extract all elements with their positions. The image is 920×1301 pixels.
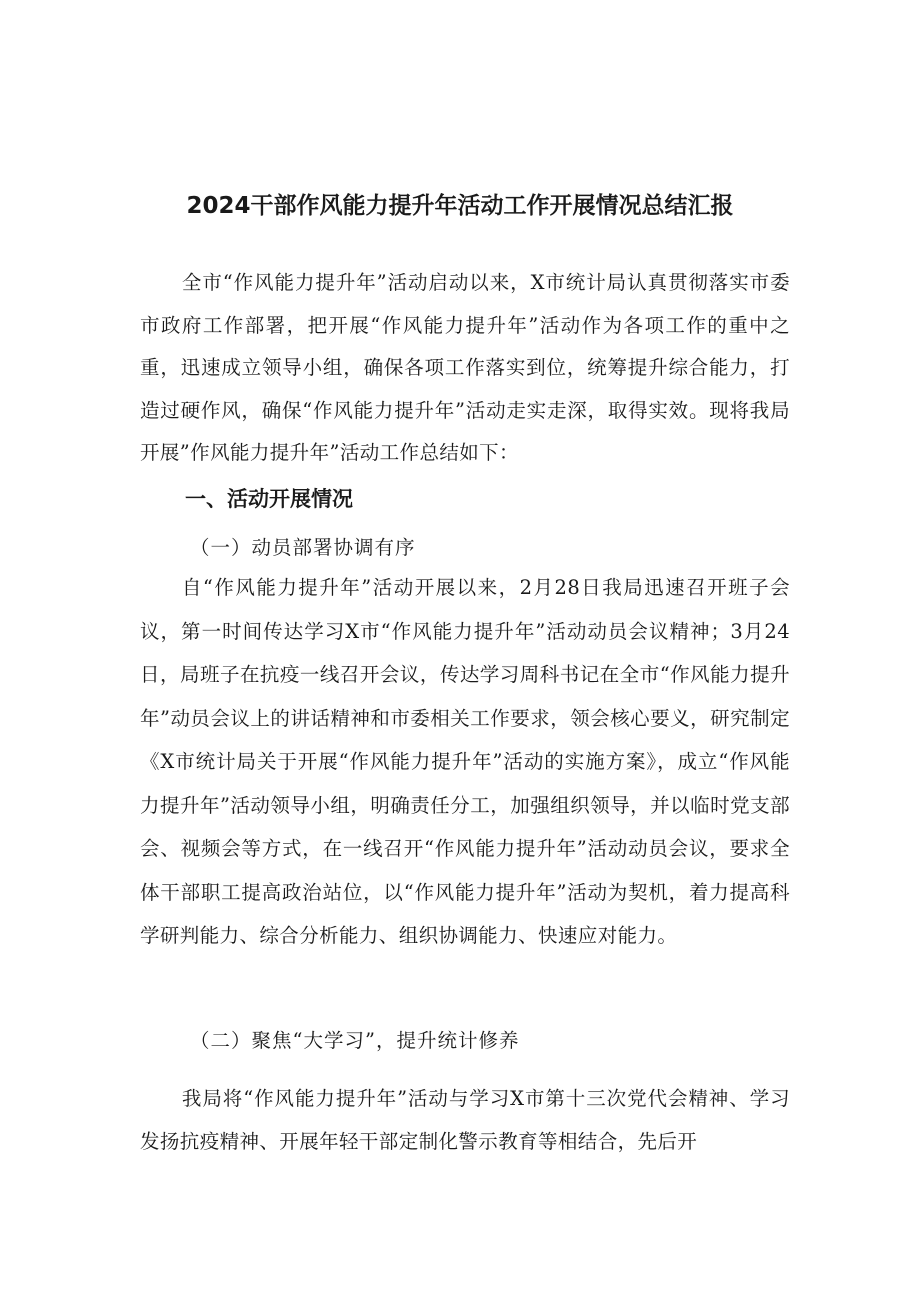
subsection-2-paragraph: 我局将“作风能力提升年”活动与学习X市第十三次党代会精神、学习发扬抗疫精神、开展年轻干部定制化警示教育等相结合，先后开 bbox=[140, 1087, 790, 1153]
subsection-1-block bbox=[140, 566, 790, 958]
subsection-1-paragraph: 自“作风能力提升年”活动开展以来，2月28日我局迅速召开班子会议，第一时间传达学习X市“作风能力提升年”活动动员会议精神；3月24日，局班子在抗疫一线召开会议，传达学习周科书记在全市“作风能力提升年”动员会议上的讲话精神和市委相关工作要求，领会核心要义，研究制定《X市统计局关于开展“作风能力提升年”活动的实施方案》，成立“作风能力提升年”活动领导小组，明确责任分工，加强组织领导，并以临时党支部会、视频会等方式，在一线召开“作风能力提升年”活动动员会议，要求全体干部职工提高政治站位，以“作风能力提升年”活动为契机，着力提高科学研判能力、综合分析能力、组织协调能力、快速应对能力。 bbox=[140, 576, 790, 947]
section-heading-1: 一、活动开展情况 bbox=[185, 487, 353, 511]
subsection-2-block bbox=[140, 1077, 790, 1163]
intro-block bbox=[140, 262, 790, 475]
intro-paragraph: 全市“作风能力提升年”活动启动以来，X市统计局认真贯彻落实市委市政府工作部署，把开展“作风能力提升年”活动作为各项工作的重中之重，迅速成立领导小组，确保各项工作落实到位，统筹提升综合能力，打造过硬作风，确保“作风能力提升年”活动走实走深，取得实效。现将我局开展”作风能力提升年”活动工作总结如下： bbox=[140, 271, 790, 464]
subsection-heading-2: （二）聚焦“大学习”，提升统计修养 bbox=[190, 1029, 520, 1052]
subsection-heading-1: （一）动员部署协调有序 bbox=[190, 536, 416, 559]
document-title: 2024干部作风能力提升年活动工作开展情况总结汇报 bbox=[186, 193, 734, 220]
